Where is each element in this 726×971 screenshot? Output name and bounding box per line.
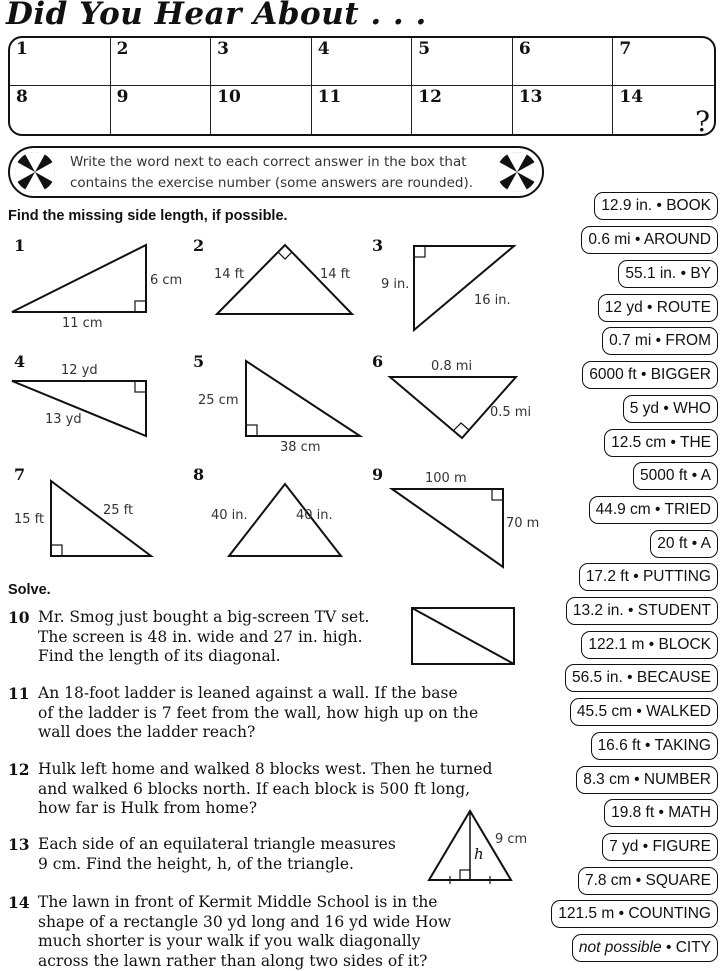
fig4-label-top: 12 yd <box>61 363 98 378</box>
fig13-side-label: 9 cm <box>495 832 528 847</box>
answer-box-5[interactable]: 5 <box>412 38 513 86</box>
answer-chip[interactable]: 8.3 cm • NUMBER <box>576 766 718 794</box>
instructions-line-1: Write the word next to each correct answer in the box that <box>70 154 467 170</box>
answer-chip[interactable]: 12 yd • ROUTE <box>598 294 718 322</box>
answer-chip[interactable]: 55.1 in. • BY <box>618 260 718 288</box>
section-heading-solve: Solve. <box>8 582 51 598</box>
fig7-label-leg: 15 ft <box>14 512 45 527</box>
answer-box-14[interactable]: 14 ? <box>619 87 710 136</box>
answer-chip[interactable]: 12.9 in. • BOOK <box>594 192 718 220</box>
problem-12: 12 Hulk left home and walked 8 blocks west. Then he turned and walked 6 blocks north. If each block is 500 ft long, how far is Hulk from home? <box>8 760 493 817</box>
worksheet-title: Did You Hear About . . . <box>6 0 427 32</box>
figure-number-9: 9 <box>372 465 384 484</box>
problem-10: 10 Mr. Smog just bought a big-screen TV set. The screen is 48 in. wide and 27 in. high. Find the length of its diagonal. <box>8 608 370 665</box>
answer-box-7[interactable]: 7 <box>613 38 714 86</box>
answer-chip[interactable]: 7 yd • FIGURE <box>602 833 718 861</box>
answer-box-4[interactable]: 4 <box>312 38 413 86</box>
figure-number-4: 4 <box>14 352 26 371</box>
fig1-label-height: 6 cm <box>150 273 183 288</box>
answer-box-12[interactable]: 12 <box>412 86 513 134</box>
answer-box-8[interactable]: 8 <box>10 86 111 134</box>
answer-chip[interactable]: 0.7 mi • FROM <box>602 327 718 355</box>
answer-box-6[interactable]: 6 <box>513 38 614 86</box>
section-heading-find-side: Find the missing side length, if possible. <box>8 208 288 224</box>
problem-11: 11 An 18-foot ladder is leaned against a wall. If the base of the ladder is 7 feet from the wall, how high up on the wall does the ladder reach? <box>8 684 479 741</box>
figure-number-8: 8 <box>193 465 205 484</box>
answer-chip[interactable]: 16.6 ft • TAKING <box>591 732 718 760</box>
answer-box-9[interactable]: 9 <box>111 86 212 134</box>
answer-chip[interactable]: 13.2 in. • STUDENT <box>566 597 718 625</box>
fig6-label-top: 0.8 mi <box>431 359 473 374</box>
answer-box-11[interactable]: 11 <box>312 86 413 134</box>
answer-chip[interactable]: 121.5 m • COUNTING <box>551 900 718 928</box>
fig2-label-left: 14 ft <box>214 267 245 282</box>
answer-box-10[interactable]: 10 <box>211 86 312 134</box>
fig1-label-base: 11 cm <box>62 316 103 331</box>
fig8-label-right: 40 in. <box>296 508 333 523</box>
fig3-label-hyp: 16 in. <box>474 293 511 308</box>
fig5-label-base: 38 cm <box>280 440 321 455</box>
figure-number-2: 2 <box>193 236 205 255</box>
answer-chip[interactable]: 56.5 in. • BECAUSE <box>565 664 718 692</box>
answer-chip[interactable]: 5 yd • WHO <box>623 395 718 423</box>
figure-number-3: 3 <box>372 236 384 255</box>
answer-chip[interactable]: 0.6 mi • AROUND <box>581 226 718 254</box>
instructions-line-2: contains the exercise number (some answers are rounded). <box>70 175 474 191</box>
fig4-label-hyp: 13 yd <box>45 412 82 427</box>
fig7-label-hyp: 25 ft <box>103 503 134 518</box>
answer-chip[interactable]: 17.2 ft • PUTTING <box>579 563 718 591</box>
answer-chip[interactable]: 7.8 cm • SQUARE <box>578 867 718 895</box>
answer-chip[interactable]: 12.5 cm • THE <box>604 429 718 457</box>
answer-box-13[interactable]: 13 <box>513 86 614 134</box>
answer-chip[interactable]: 20 ft • A <box>650 530 718 558</box>
fig9-label-top: 100 m <box>425 471 467 486</box>
figure-number-1: 1 <box>14 236 26 255</box>
problem-13: 13 Each side of an equilateral triangle measures 9 cm. Find the height, h, of the triangle. <box>8 835 396 873</box>
fig9-label-leg: 70 m <box>506 516 540 531</box>
answer-chip[interactable]: 5000 ft • A <box>633 462 718 490</box>
answer-chip[interactable]: 19.8 ft • MATH <box>604 799 718 827</box>
fig3-label-leg: 9 in. <box>381 277 410 292</box>
figure-number-6: 6 <box>372 352 384 371</box>
answer-chip[interactable]: 122.1 m • BLOCK <box>581 631 718 659</box>
answer-chip[interactable]: 45.5 cm • WALKED <box>570 698 718 726</box>
answer-box-3[interactable]: 3 <box>211 38 312 86</box>
question-mark: ? <box>694 105 710 136</box>
fig6-label-leg: 0.5 mi <box>490 405 532 420</box>
fig13-height-label: h <box>474 845 484 863</box>
answer-box-1[interactable]: 1 <box>10 38 111 86</box>
answer-box-2[interactable]: 2 <box>111 38 212 86</box>
fig8-label-left: 40 in. <box>211 508 248 523</box>
fig2-label-right: 14 ft <box>320 267 351 282</box>
tv-screen-figure <box>411 607 515 665</box>
figure-number-5: 5 <box>193 352 205 371</box>
figure-number-7: 7 <box>14 465 26 484</box>
problem-14: 14 The lawn in front of Kermit Middle School is in the shape of a rectangle 30 yd long and 16 yd wide How much shorter is your walk if you walk diagonally across the lawn rather than along two sides of it? <box>8 893 452 970</box>
answer-chip[interactable]: 6000 ft • BIGGER <box>582 361 718 389</box>
equilateral-triangle-figure <box>425 808 505 884</box>
answer-chip[interactable]: 44.9 cm • TRIED <box>589 496 718 524</box>
answer-chip[interactable]: not possible • CITY <box>572 934 718 962</box>
fig5-label-leg: 25 cm <box>198 393 239 408</box>
